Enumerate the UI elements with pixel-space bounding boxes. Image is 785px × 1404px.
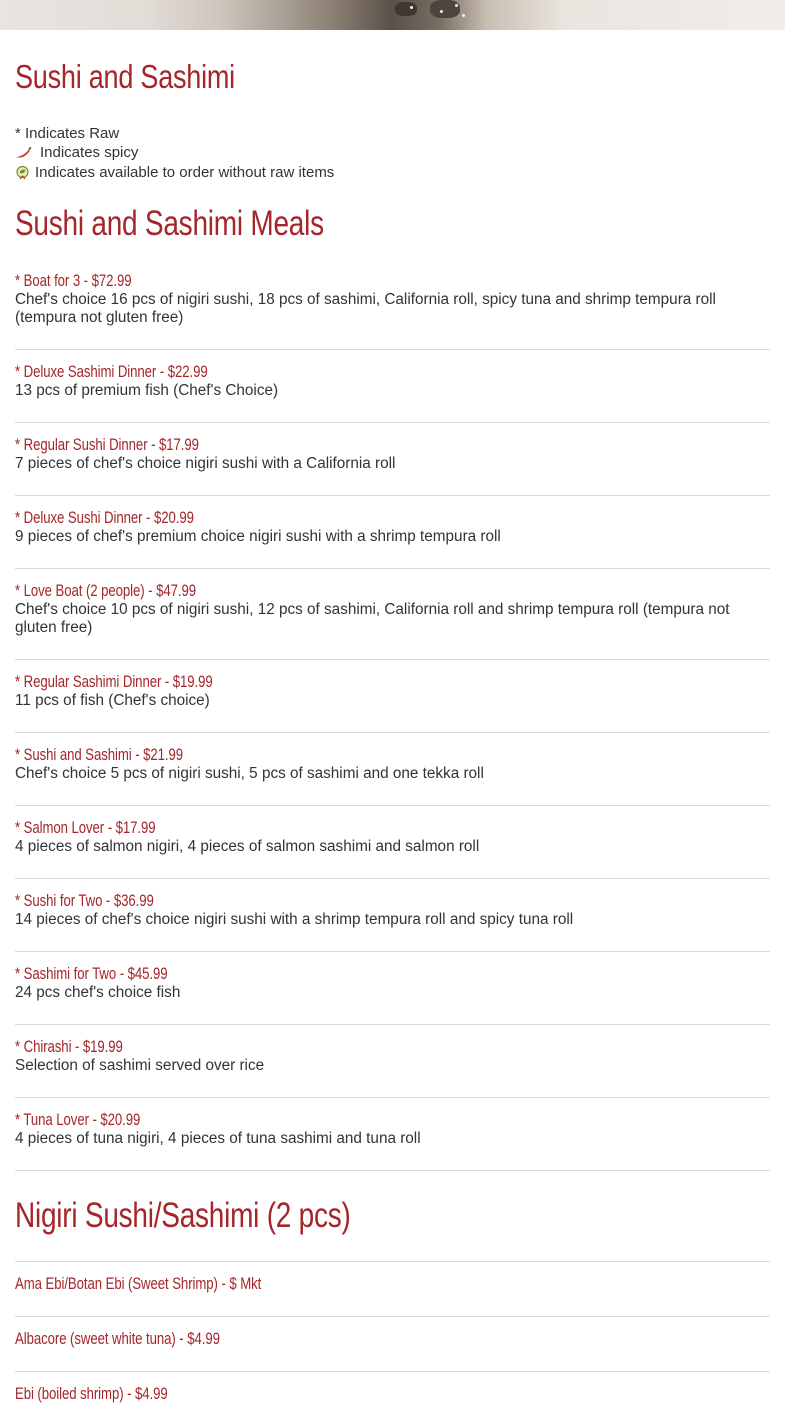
divider [15, 878, 770, 879]
hero-banner-image [0, 0, 785, 30]
menu-item-title: * Deluxe Sashimi Dinner - $22.99 [15, 363, 208, 381]
menu-item-description: 7 pieces of chef's choice nigiri sushi with a California roll [15, 455, 396, 472]
menu-item-description: Chef's choice 10 pcs of nigiri sushi, 12 pcs of sashimi, California roll and shrimp tempura roll (tempura not gluten free) [15, 601, 730, 636]
menu-item-description: 13 pcs of premium fish (Chef's Choice) [15, 382, 279, 399]
legend-spicy [15, 143, 334, 162]
menu-item [15, 818, 770, 856]
menu-item-description: 4 pieces of tuna nigiri, 4 pieces of tuna sashimi and tuna roll [15, 1130, 421, 1147]
menu-item-title: * Sushi and Sashimi - $21.99 [15, 746, 183, 764]
menu-item-title: * Love Boat (2 people) - $47.99 [15, 582, 196, 600]
menu-item [15, 1384, 770, 1404]
menu-item [15, 362, 770, 400]
menu-item [15, 745, 770, 783]
divider [15, 1097, 770, 1098]
hero-speck [455, 4, 458, 7]
legend-raw [15, 124, 334, 143]
divider [15, 659, 770, 660]
hero-dark-detail [430, 0, 460, 18]
menu-item-title: Ama Ebi/Botan Ebi (Sweet Shrimp) - $ Mkt [15, 1275, 262, 1293]
menu-item-description: 24 pcs chef's choice fish [15, 984, 181, 1001]
menu-item-title: Ebi (boiled shrimp) - $4.99 [15, 1385, 168, 1403]
menu-item [15, 271, 770, 327]
divider [15, 1371, 770, 1372]
legend-no-raw-label: Indicates available to order without raw items [35, 164, 335, 181]
chili-pepper-icon [15, 147, 32, 159]
hero-dark-detail [395, 2, 417, 16]
menu-item [15, 508, 770, 546]
page-title: Sushi and Sashimi [15, 58, 235, 95]
menu-item [15, 964, 770, 1002]
menu-item-title: * Sashimi for Two - $45.99 [15, 965, 168, 983]
menu-item-description: 4 pieces of salmon nigiri, 4 pieces of salmon sashimi and salmon roll [15, 838, 480, 855]
menu-item [15, 672, 770, 710]
menu-item [15, 1329, 770, 1349]
menu-item-description: Chef's choice 16 pcs of nigiri sushi, 18 pcs of sashimi, California roll, spicy tuna and shrimp tempura roll (tempura not gluten free) [15, 291, 716, 326]
menu-item-title: * Sushi for Two - $36.99 [15, 892, 154, 910]
legend-no-raw [15, 163, 334, 182]
divider [15, 951, 770, 952]
menu-item [15, 435, 770, 473]
menu-item-title: * Regular Sushi Dinner - $17.99 [15, 436, 199, 454]
menu-item-description: 11 pcs of fish (Chef's choice) [15, 692, 210, 709]
menu-item [15, 1037, 770, 1075]
menu-item [15, 1274, 770, 1294]
menu-item [15, 891, 770, 929]
menu-item-title: * Tuna Lover - $20.99 [15, 1111, 141, 1129]
legend-raw-label: * Indicates Raw [15, 125, 120, 142]
menu-item [15, 581, 770, 637]
menu-item-title: * Regular Sashimi Dinner - $19.99 [15, 673, 213, 691]
section-title-meals: Sushi and Sashimi Meals [15, 204, 324, 243]
section-title-nigiri: Nigiri Sushi/Sashimi (2 pcs) [15, 1196, 351, 1235]
menu-item-title: * Deluxe Sushi Dinner - $20.99 [15, 509, 194, 527]
menu-item-description: 14 pieces of chef's choice nigiri sushi with a shrimp tempura roll and spicy tuna roll [15, 911, 574, 928]
divider [15, 568, 770, 569]
menu-item [15, 1110, 770, 1148]
divider [15, 1170, 770, 1171]
hero-speck [462, 14, 465, 17]
divider [15, 1024, 770, 1025]
hero-speck [440, 10, 443, 13]
menu-item-title: Albacore (sweet white tuna) - $4.99 [15, 1330, 220, 1348]
legend-spicy-label: Indicates spicy [40, 144, 139, 161]
divider [15, 732, 770, 733]
menu-item-description: 9 pieces of chef's premium choice nigiri sushi with a shrimp tempura roll [15, 528, 501, 545]
divider [15, 349, 770, 350]
divider [15, 495, 770, 496]
menu-item-title: * Boat for 3 - $72.99 [15, 272, 132, 290]
divider [15, 1316, 770, 1317]
menu-item-title: * Chirashi - $19.99 [15, 1038, 123, 1056]
menu-item-description: Chef's choice 5 pcs of nigiri sushi, 5 pcs of sashimi and one tekka roll [15, 765, 484, 782]
hero-speck [410, 6, 413, 9]
divider [15, 422, 770, 423]
divider [15, 1261, 770, 1262]
divider [15, 805, 770, 806]
menu-item-description: Selection of sashimi served over rice [15, 1057, 265, 1074]
menu-item-title: * Salmon Lover - $17.99 [15, 819, 156, 837]
legend [15, 124, 334, 182]
leaf-badge-icon [15, 165, 30, 180]
